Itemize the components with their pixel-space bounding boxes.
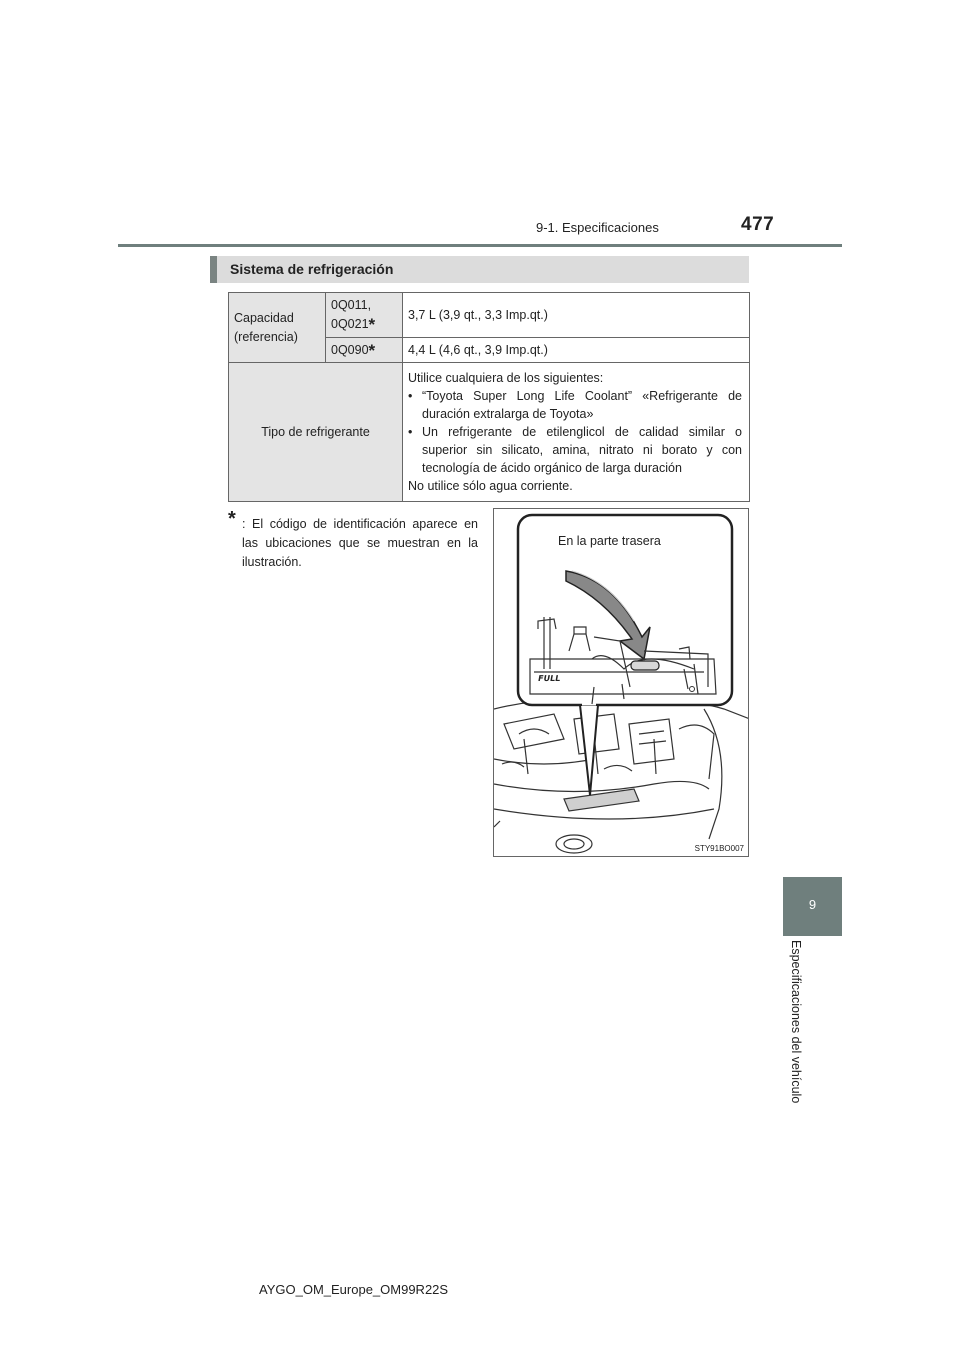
coolant-description <box>403 363 750 502</box>
footnote <box>228 508 478 572</box>
capacity-label-ref: (referencia) <box>234 329 298 344</box>
model-cell-2 <box>326 338 403 363</box>
section-header: 9-1. Especificaciones <box>536 220 659 235</box>
coolant-note: No utilice sólo agua corriente. <box>408 479 573 493</box>
engine-drawing <box>494 509 749 857</box>
model-code-1a: 0Q011, <box>331 298 372 312</box>
chapter-label: Especificaciones del vehículo <box>789 940 803 1104</box>
header-rule <box>118 244 842 247</box>
list-item <box>408 423 742 477</box>
chapter-tab <box>783 877 842 936</box>
coolant-label-cell <box>229 363 403 502</box>
figure-callout: En la parte trasera <box>558 534 661 548</box>
footnote-text: : El código de identificación aparece en las ubicaciones que se muestran en la ilustración. <box>242 517 478 569</box>
figure-code: STY91BO007 <box>694 844 744 853</box>
section-title-bar <box>210 256 749 283</box>
coolant-option-2: Un refrigerante de etilenglicol de calidad similar o superior sin silicato, amina, nitrato ni borato y con tecnología de ácido orgánico de larga duración <box>422 425 742 475</box>
capacity-label: Capacidad <box>234 310 294 325</box>
capacity-label-cell <box>229 293 326 363</box>
model-code-2: 0Q090 <box>331 343 369 357</box>
model-cell-1 <box>326 293 403 338</box>
asterisk-mark: * <box>368 341 376 360</box>
document-id: AYGO_OM_Europe_OM99R22S <box>259 1282 449 1297</box>
page-number: 477 <box>741 214 775 235</box>
list-item <box>408 387 742 423</box>
capacity-value-2: 4,4 L (4,6 qt., 3,9 Imp.qt.) <box>403 338 750 363</box>
spec-table <box>228 292 750 502</box>
capacity-value-1: 3,7 L (3,9 qt., 3,3 Imp.qt.) <box>403 293 750 338</box>
chapter-number: 9 <box>808 897 817 912</box>
bullet-marker: • <box>408 425 413 439</box>
section-title: Sistema de refrigeración <box>230 261 394 277</box>
engine-illustration <box>493 508 749 857</box>
coolant-option-1: “Toyota Super Long Life Coolant” «Refrigerante de duración extralarga de Toyota» <box>422 389 742 421</box>
footnote-asterisk: * <box>228 508 236 530</box>
asterisk-mark: * <box>368 315 376 334</box>
bullet-marker: • <box>408 389 413 403</box>
model-code-1b: 0Q021 <box>331 317 369 331</box>
coolant-type-label: Tipo de refrigerante <box>261 425 370 439</box>
svg-text:FULL: FULL <box>537 674 562 683</box>
coolant-intro: Utilice cualquiera de los siguientes: <box>408 371 604 385</box>
